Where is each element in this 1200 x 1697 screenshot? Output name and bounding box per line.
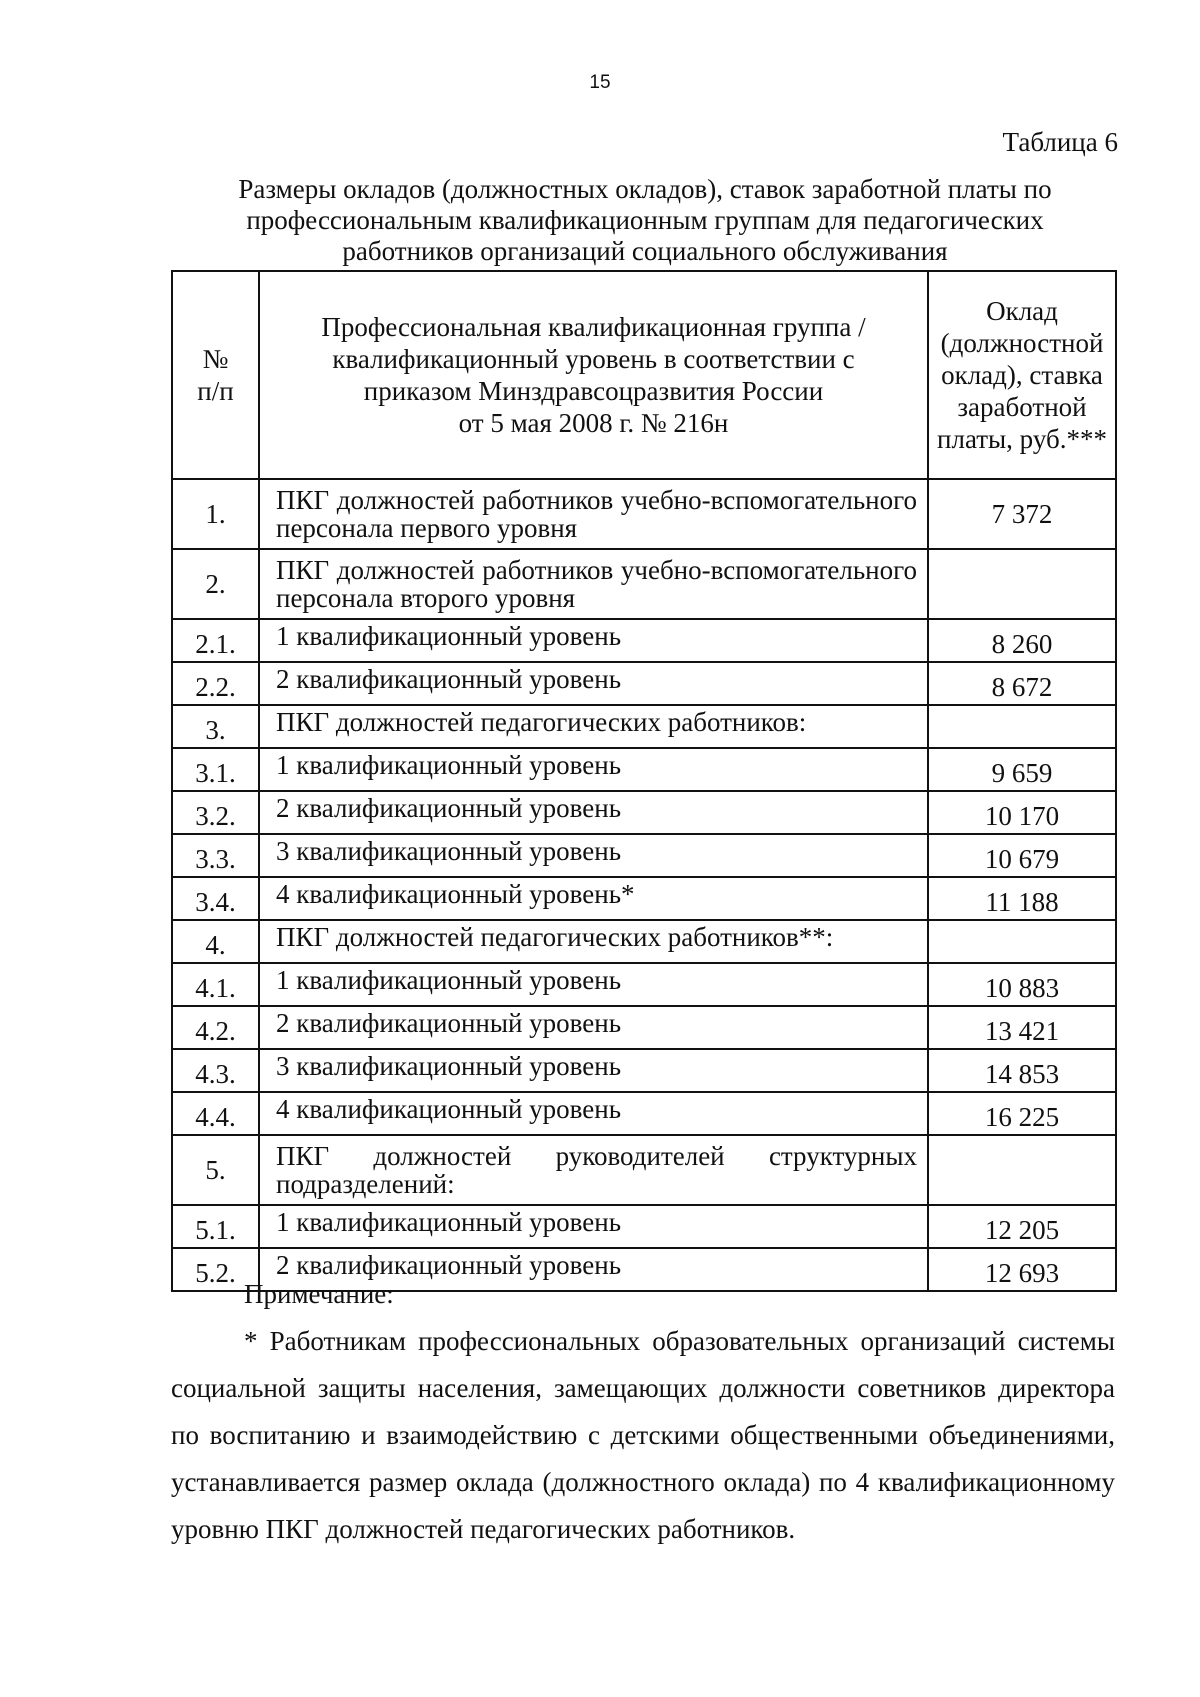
table-row xyxy=(172,791,1116,834)
row-salary: 10 170 xyxy=(928,791,1116,834)
table-row xyxy=(172,1092,1116,1135)
row-num: 3.1. xyxy=(172,748,259,791)
table-row xyxy=(172,619,1116,662)
row-num: 5.1. xyxy=(172,1205,259,1248)
table-row xyxy=(172,705,1116,748)
row-salary xyxy=(928,1135,1116,1205)
row-num: 2.1. xyxy=(172,619,259,662)
note-text: * Работникам профессиональных образовательных организаций системы социальной защиты населения, замещающих должности советников директора по воспитанию и взаимодействию с детскими общественными объединениями, устанавливается размер оклада (должностного оклада) по 4 квалификационному уровню ПКГ должностей педагогических работников. xyxy=(171,1326,1115,1544)
row-salary: 7 372 xyxy=(928,479,1116,549)
row-salary: 9 659 xyxy=(928,748,1116,791)
table-title xyxy=(170,174,1120,267)
header-salary-line: Оклад xyxy=(986,296,1058,326)
row-level: 1 квалификационный уровень xyxy=(259,963,928,1006)
title-line: профессиональным квалификационным группам для педагогических xyxy=(246,205,1044,235)
row-group: ПКГ должностей работников учебно-вспомогательного персонала второго уровня xyxy=(259,549,928,619)
row-salary: 10 679 xyxy=(928,834,1116,877)
row-num: 1. xyxy=(172,479,259,549)
row-salary xyxy=(928,705,1116,748)
table-header-row xyxy=(172,271,1116,479)
row-num: 2.2. xyxy=(172,662,259,705)
page-number: 15 xyxy=(589,72,611,93)
header-group xyxy=(259,271,928,479)
header-group-line: приказом Минздравсоцразвития России xyxy=(363,376,824,406)
row-salary: 12 205 xyxy=(928,1205,1116,1248)
table-row xyxy=(172,748,1116,791)
row-salary: 14 853 xyxy=(928,1049,1116,1092)
title-line: работников организаций социального обслуживания xyxy=(342,236,948,266)
row-salary: 10 883 xyxy=(928,963,1116,1006)
row-num: 3.2. xyxy=(172,791,259,834)
row-group: ПКГ должностей руководителей структурных подразделений: xyxy=(259,1135,928,1205)
row-num: 4. xyxy=(172,920,259,963)
row-level: 1 квалификационный уровень xyxy=(259,619,928,662)
row-salary xyxy=(928,549,1116,619)
row-salary: 16 225 xyxy=(928,1092,1116,1135)
table-row xyxy=(172,1049,1116,1092)
header-num xyxy=(172,271,259,479)
row-num: 5. xyxy=(172,1135,259,1205)
row-level: 2 квалификационный уровень xyxy=(259,1248,928,1291)
table-label: Таблица 6 xyxy=(1002,127,1118,157)
row-level: 2 квалификационный уровень xyxy=(259,791,928,834)
note-label: Примечание: xyxy=(244,1279,394,1309)
header-salary xyxy=(928,271,1116,479)
row-num: 4.3. xyxy=(172,1049,259,1092)
header-salary-line: заработной xyxy=(957,392,1087,422)
table-row xyxy=(172,963,1116,1006)
header-num-line: № xyxy=(202,344,229,374)
row-level: 1 квалификационный уровень xyxy=(259,748,928,791)
row-salary: 11 188 xyxy=(928,877,1116,920)
row-group: ПКГ должностей педагогических работников: xyxy=(259,705,928,748)
row-num: 4.1. xyxy=(172,963,259,1006)
row-group: ПКГ должностей педагогических работников**: xyxy=(259,920,928,963)
table-row xyxy=(172,877,1116,920)
row-salary: 13 421 xyxy=(928,1006,1116,1049)
header-num-line: п/п xyxy=(197,376,234,406)
header-group-line: от 5 мая 2008 г. № 216н xyxy=(458,408,729,438)
row-group: ПКГ должностей работников учебно-вспомогательного персонала первого уровня xyxy=(259,479,928,549)
row-num: 3.3. xyxy=(172,834,259,877)
table-row xyxy=(172,834,1116,877)
row-num: 3.4. xyxy=(172,877,259,920)
row-level: 4 квалификационный уровень* xyxy=(259,877,928,920)
table-row xyxy=(172,1006,1116,1049)
row-level: 3 квалификационный уровень xyxy=(259,834,928,877)
row-num: 2. xyxy=(172,549,259,619)
title-line: Размеры окладов (должностных окладов), ставок заработной платы по xyxy=(238,174,1052,204)
row-num: 5.2. xyxy=(172,1248,259,1291)
row-salary: 8 260 xyxy=(928,619,1116,662)
row-salary: 8 672 xyxy=(928,662,1116,705)
row-level: 3 квалификационный уровень xyxy=(259,1049,928,1092)
table-row xyxy=(172,549,1116,619)
row-level: 1 квалификационный уровень xyxy=(259,1205,928,1248)
row-num: 3. xyxy=(172,705,259,748)
header-salary-line: платы, руб.*** xyxy=(937,424,1107,454)
table-row xyxy=(172,479,1116,549)
header-group-line: Профессиональная квалификационная группа / xyxy=(321,312,866,342)
row-level: 2 квалификационный уровень xyxy=(259,662,928,705)
table-row xyxy=(172,920,1116,963)
header-salary-line: (должностной xyxy=(940,328,1104,358)
table-row xyxy=(172,1135,1116,1205)
row-num: 4.4. xyxy=(172,1092,259,1135)
row-salary xyxy=(928,920,1116,963)
header-salary-line: оклад), ставка xyxy=(941,360,1103,390)
salary-table xyxy=(171,270,1117,1292)
row-level: 2 квалификационный уровень xyxy=(259,1006,928,1049)
table-row xyxy=(172,662,1116,705)
row-level: 4 квалификационный уровень xyxy=(259,1092,928,1135)
row-num: 4.2. xyxy=(172,1006,259,1049)
row-salary: 12 693 xyxy=(928,1248,1116,1291)
table-row xyxy=(172,1205,1116,1248)
header-group-line: квалификационный уровень в соответствии с xyxy=(332,344,855,374)
